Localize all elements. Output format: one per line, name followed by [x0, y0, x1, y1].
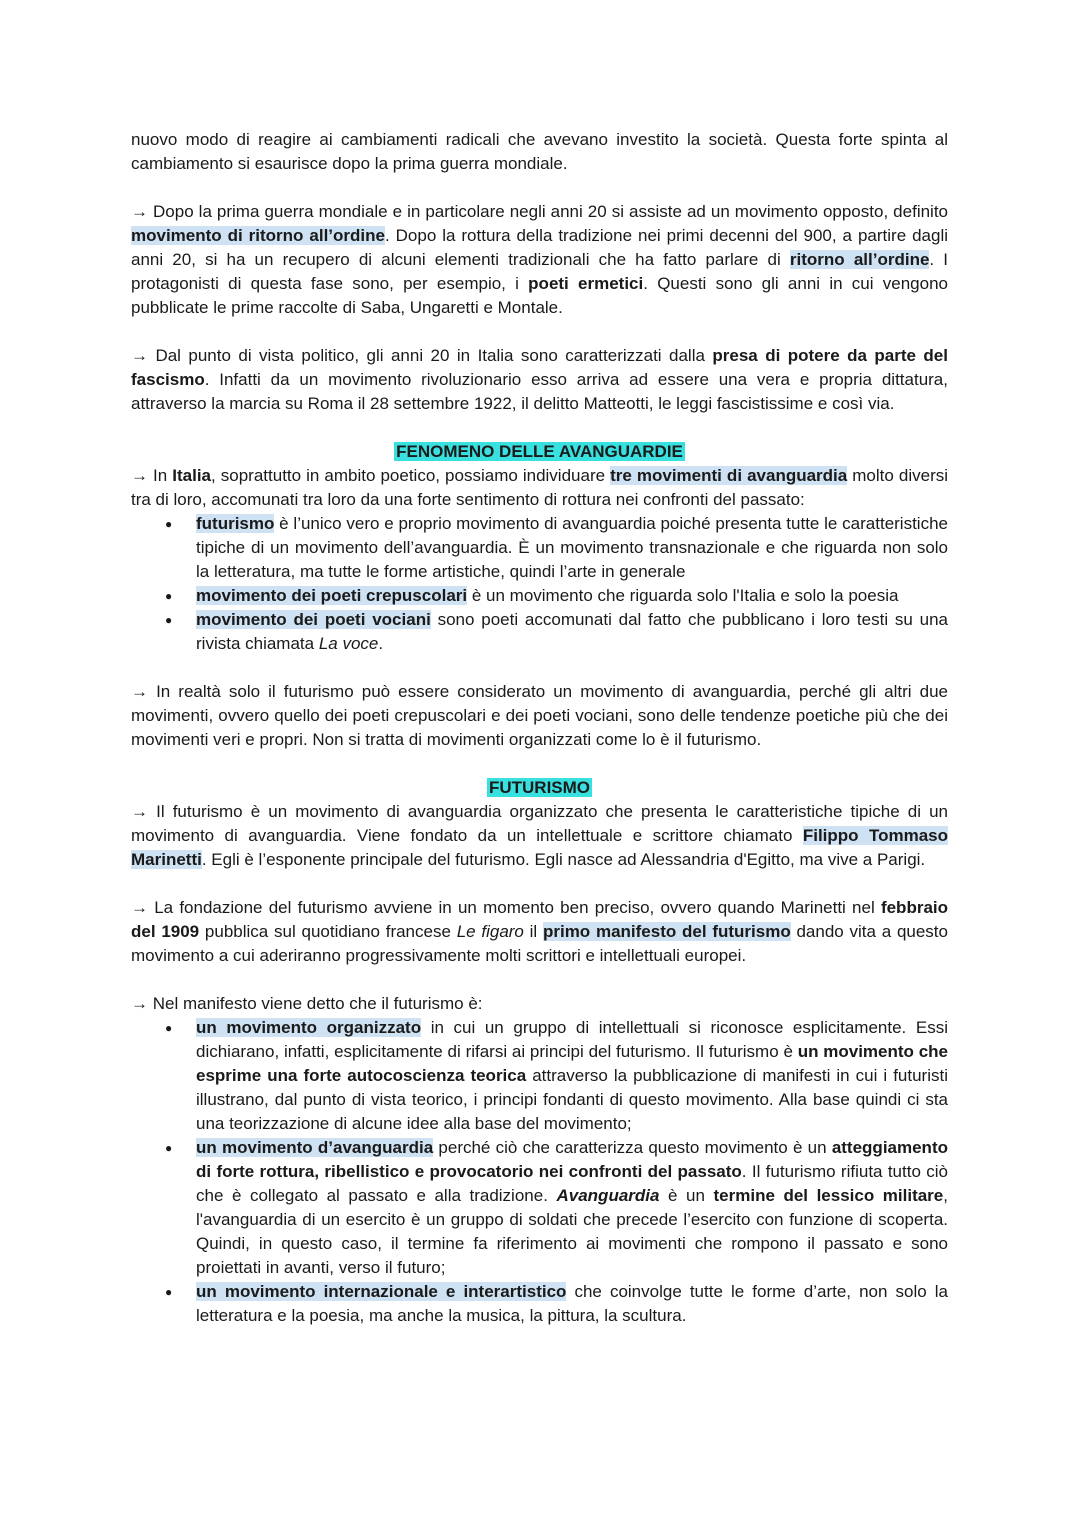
highlight: tre movimenti di avanguardia [610, 466, 848, 485]
section-heading-futurismo: FUTURISMO [488, 778, 591, 797]
paragraph-futurismo-intro: → Il futurismo è un movimento di avanguardia organizzato che presenta le caratteristiche tipiche di un movimento di avanguardia. Viene fondato da un intellettuale e scrittore chiamato Filippo Tommaso Marinetti. Egli è l’esponente principale del futurismo. Egli nasce ad Alessandria d'Egitto, ma vive a Parigi. [131, 802, 948, 869]
list-item: ● un movimento organizzato in cui un gruppo di intellettuali si riconosce esplicitamente. Essi dichiarano, infatti, esplicitamente di rifarsi ai principi del futurismo. Il futurismo è un movimento che esprime una forte autocoscienza teorica attraverso la pubblicazione di manifesti in cui i futuristi illustrano, dal punto di vista teorico, i principi fondanti di questo movimento. Alla base quindi ci sta una teorizzazione di alcune idee alla base del movimento; [196, 1016, 948, 1136]
highlight: ritorno all’ordine [789, 250, 930, 269]
highlight: movimento di ritorno all’ordine [131, 226, 385, 245]
list-item: ● movimento dei poeti crepuscolari è un movimento che riguarda solo l'Italia e solo la poesia [196, 584, 948, 608]
highlight: futurismo [196, 514, 275, 533]
avanguardie-list [131, 512, 948, 656]
highlight: movimento dei poeti crepuscolari [196, 586, 468, 605]
paragraph-ritorno-ordine: → Dopo la prima guerra mondiale e in particolare negli anni 20 si assiste ad un movimento opposto, definito movimento di ritorno all’ordine. Dopo la rottura della tradizione nei primi decenni del 900, a partire dagli anni 20, si ha un recupero di alcuni elementi tradizionali che ha fatto parlare di ritorno all’ordine. I protagonisti di questa fase sono, per esempio, i poeti ermetici. Questi sono gli anni in cui vengono pubblicate le prime raccolte di Saba, Ungaretti e Montale. [131, 202, 949, 317]
highlight: un movimento organizzato [196, 1018, 422, 1037]
paragraph-avanguardie-intro: → In Italia, soprattutto in ambito poetico, possiamo individuare tre movimenti di avanguardia molto diversi tra di loro, accomunati tra loro da una forte sentimento di rottura nei confronti del passato: [131, 466, 949, 509]
paragraph-manifesto: → Nel manifesto viene detto che il futurismo è: [131, 994, 483, 1013]
list-item: ● movimento dei poeti vociani sono poeti accomunati dal fatto che pubblicano i loro testi su una rivista chiamata La voce. [196, 608, 948, 656]
highlight: movimento dei poeti vociani [196, 610, 431, 629]
paragraph-solo-futurismo: → In realtà solo il futurismo può essere considerato un movimento di avanguardia, perché gli altri due movimenti, ovvero quello dei poeti crepuscolari e dei poeti vociani, sono delle tendenze poetiche più che dei movimenti veri e propri. Non si tratta di movimenti organizzati come lo è il futurismo. [131, 682, 948, 749]
list-item: ● un movimento internazionale e interartistico che coinvolge tutte le forme d’arte, non solo la letteratura e la poesia, ma anche la musica, la pittura, la scultura. [196, 1280, 948, 1328]
paragraph-fondazione: → La fondazione del futurismo avviene in un momento ben preciso, ovvero quando Marinetti nel febbraio del 1909 pubblica sul quotidiano francese Le figaro il primo manifesto del futurismo dando vita a questo movimento a cui aderiranno progressivamente molti scrittori e intellettuali europei. [131, 898, 948, 965]
paragraph-intro: nuovo modo di reagire ai cambiamenti radicali che avevano investito la società. Questa forte spinta al cambiamento si esaurisce dopo la prima guerra mondiale. [131, 130, 948, 173]
list-item: ● futurismo è l’unico vero e proprio movimento di avanguardia poiché presenta tutte le caratteristiche tipiche di un movimento dell’avanguardia. È un movimento transnazionale e che riguarda non solo la letteratura, ma tutte le forme artistiche, quindi l’arte in generale [196, 512, 948, 584]
section-heading-avanguardie: FENOMENO DELLE AVANGUARDIE [396, 442, 683, 461]
highlight: un movimento internazionale e interartistico [196, 1282, 567, 1301]
manifesto-list [131, 1016, 948, 1328]
paragraph-fascismo: → Dal punto di vista politico, gli anni 20 in Italia sono caratterizzati dalla presa di potere da parte del fascismo. Infatti da un movimento rivoluzionario esso arriva ad essere una vera e propria dittatura, attraverso la marcia su Roma il 28 settembre 1922, il delitto Matteotti, le leggi fascistissime e così via. [131, 346, 948, 413]
list-item: ● un movimento d’avanguardia perché ciò che caratterizza questo movimento è un atteggiamento di forte rottura, ribellistico e provocatorio nei confronti del passato. Il futurismo rifiuta tutto ciò che è collegato al passato e alla tradizione. Avanguardia è un termine del lessico militare, l'avanguardia di un esercito è un gruppo di soldati che precede l’esercito con funzione di scoperta. Quindi, in questo caso, il termine fa riferimento ai movimenti che rompono il passato e sono proiettati in avanti, verso il futuro; [196, 1136, 948, 1280]
highlight: un movimento d’avanguardia [196, 1138, 434, 1157]
highlight: primo manifesto del futurismo [542, 922, 791, 941]
highlight: Filippo Tommaso Marinetti [131, 826, 948, 869]
